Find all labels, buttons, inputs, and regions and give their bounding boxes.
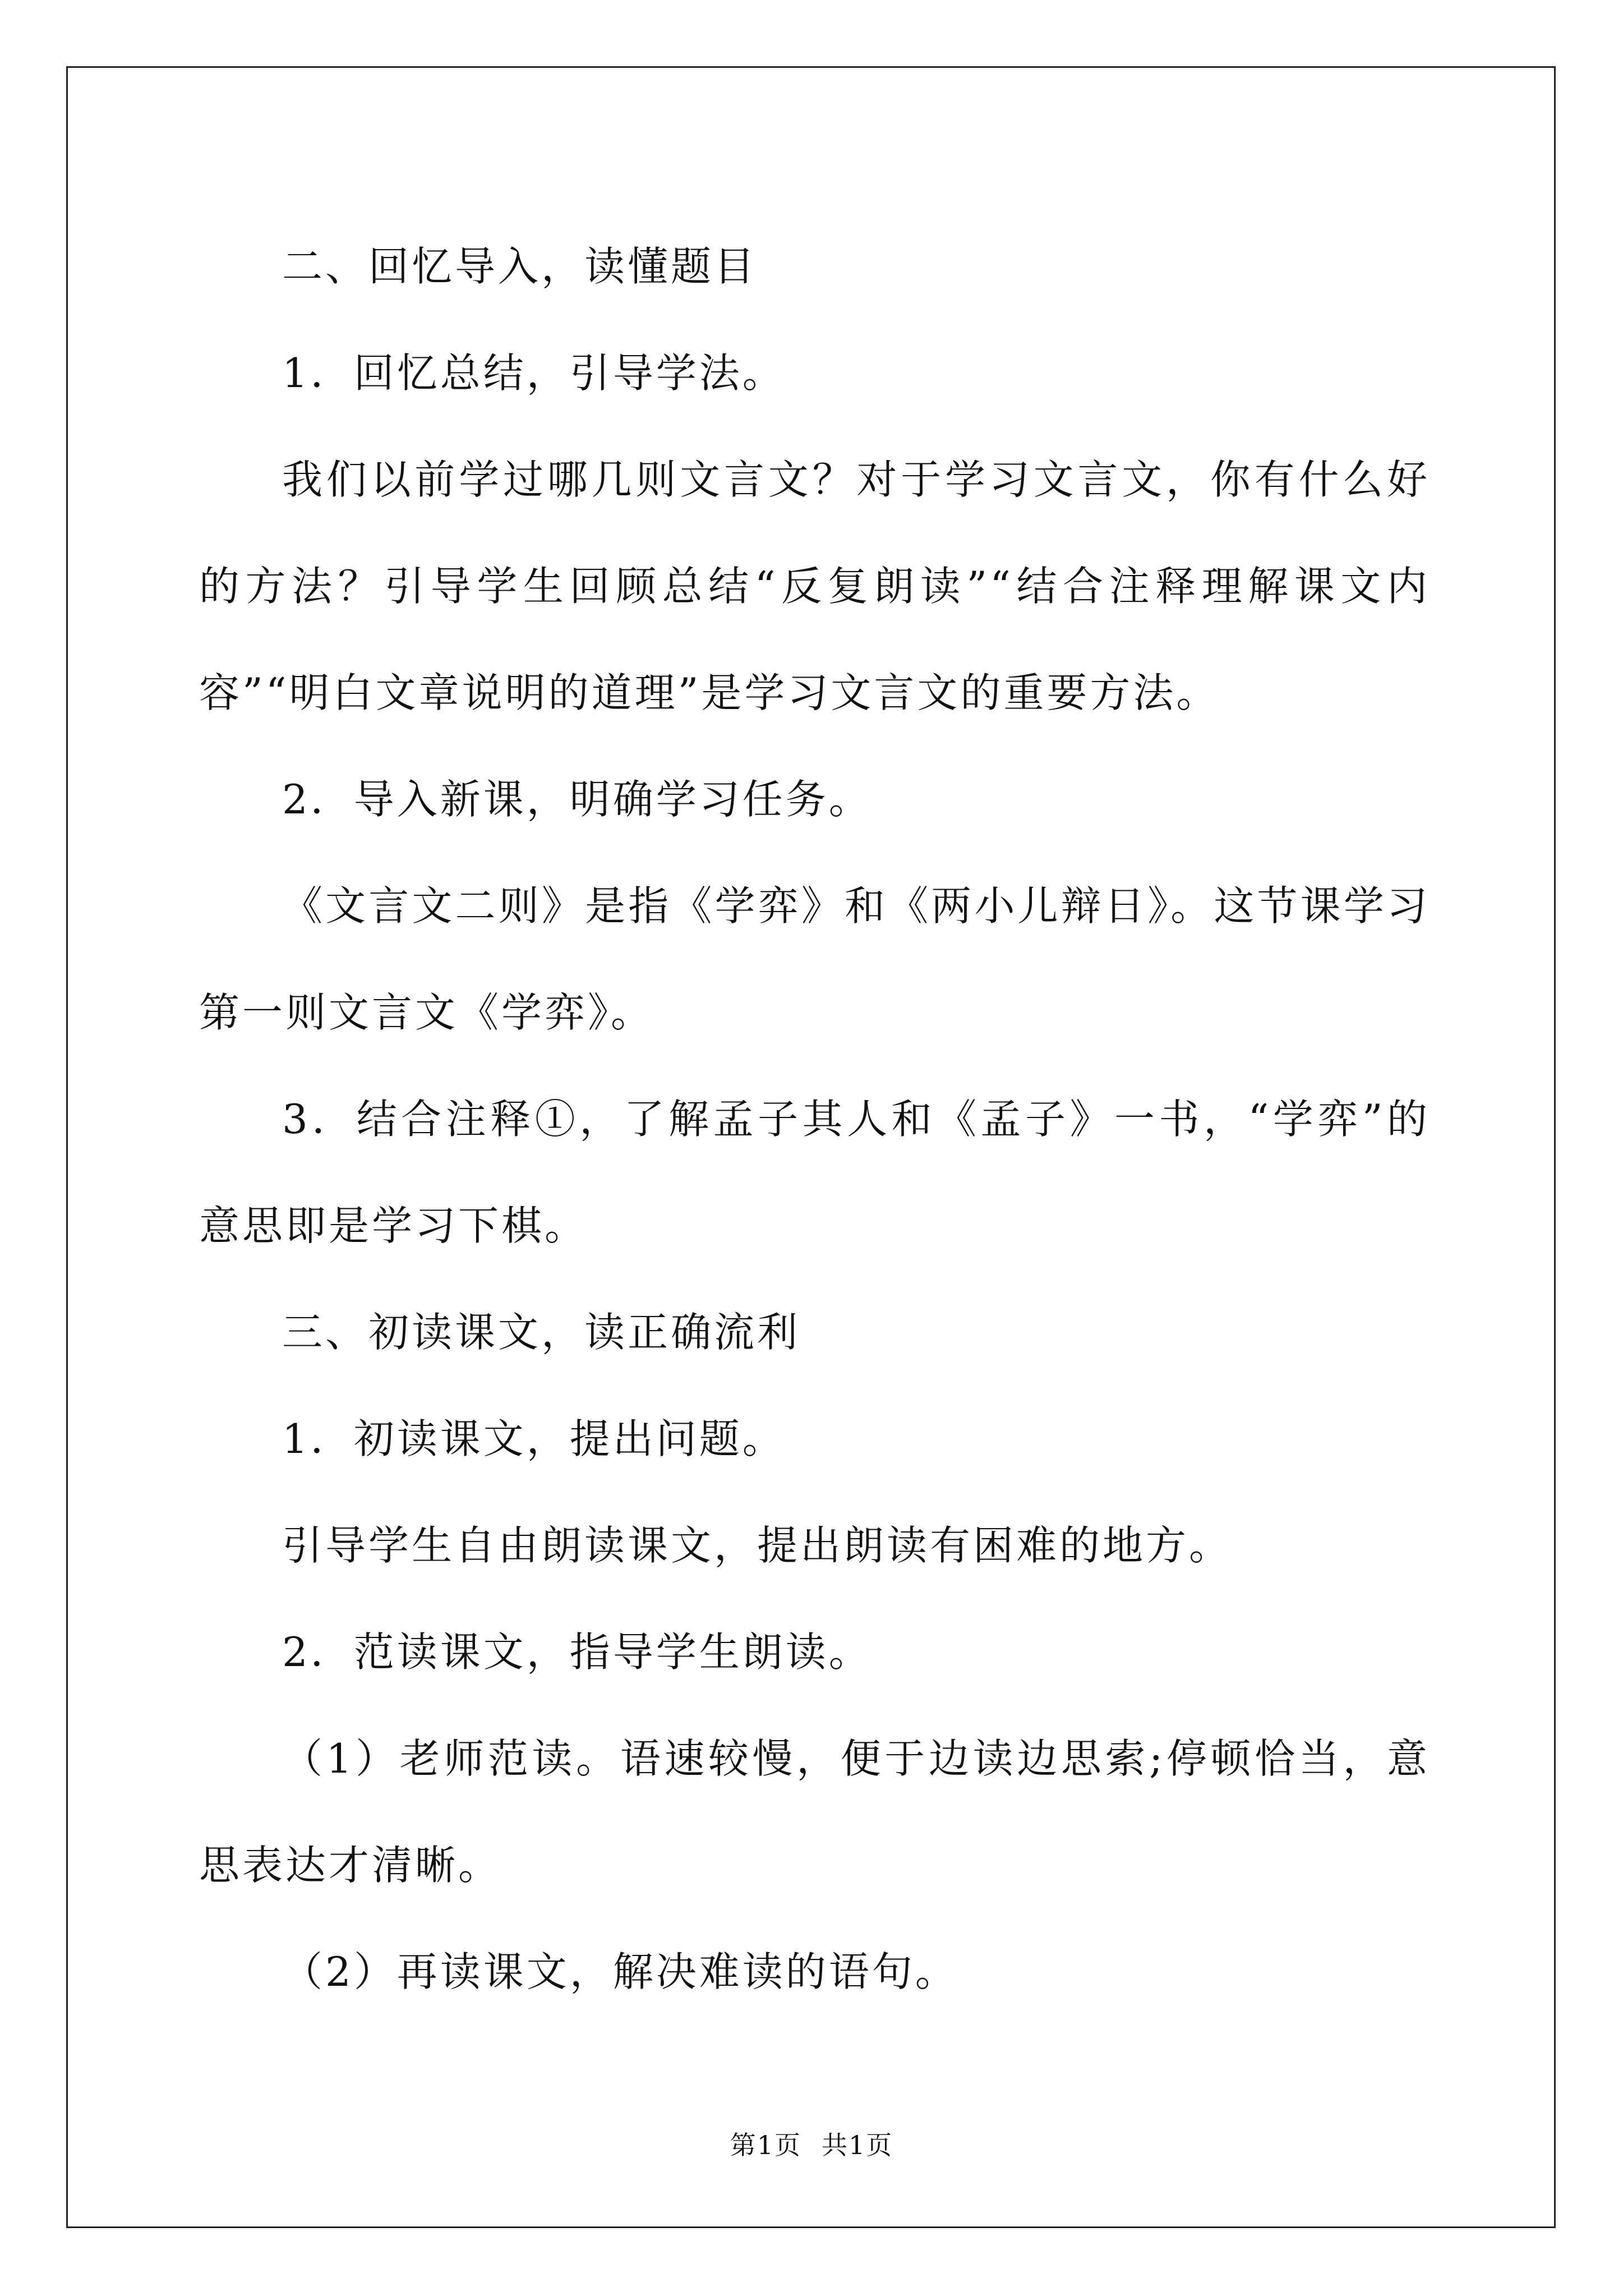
body-paragraph: 我们以前学过哪几则文言文？对于学习文言文，你有什么好的方法？引导学生回顾总结“反复朗读”“结合注释理解课文内容”“明白文章说明的道理”是学习文言文的重要方法。: [199, 456, 1430, 716]
list-item: 1．初读课文，提出问题。: [282, 1415, 786, 1462]
body-paragraph: （1）老师范读。语速较慢，便于边读边思索;停顿恰当，意思表达才清晰。: [199, 1735, 1430, 1889]
page-total: 共1页: [822, 2130, 893, 2160]
body-paragraph: 引导学生自由朗读课文，提出朗读有困难的地方。: [282, 1522, 1233, 1569]
section-heading: 三、初读课文，读正确流利: [282, 1309, 801, 1356]
list-item: 2．范读课文，指导学生朗读。: [282, 1628, 872, 1676]
body-paragraph: 《文言文二则》是指《学弈》和《两小儿辩日》。这节课学习第一则文言文《学弈》。: [199, 882, 1430, 1036]
page-number: 第1页: [730, 2130, 801, 2160]
section-heading: 二、回忆导入，读懂题目: [282, 243, 758, 290]
body-paragraph: 3．结合注释①，了解孟子其人和《孟子》一书，“学弈”的意思即是学习下棋。: [199, 1096, 1430, 1249]
list-item: 2．导入新课，明确学习任务。: [282, 776, 872, 823]
list-item: 1．回忆总结，引导学法。: [282, 349, 786, 397]
document-body: [199, 213, 1430, 2025]
body-paragraph: （2）再读课文，解决难读的语句。: [282, 1948, 958, 1995]
page-footer: [0, 2125, 1623, 2162]
